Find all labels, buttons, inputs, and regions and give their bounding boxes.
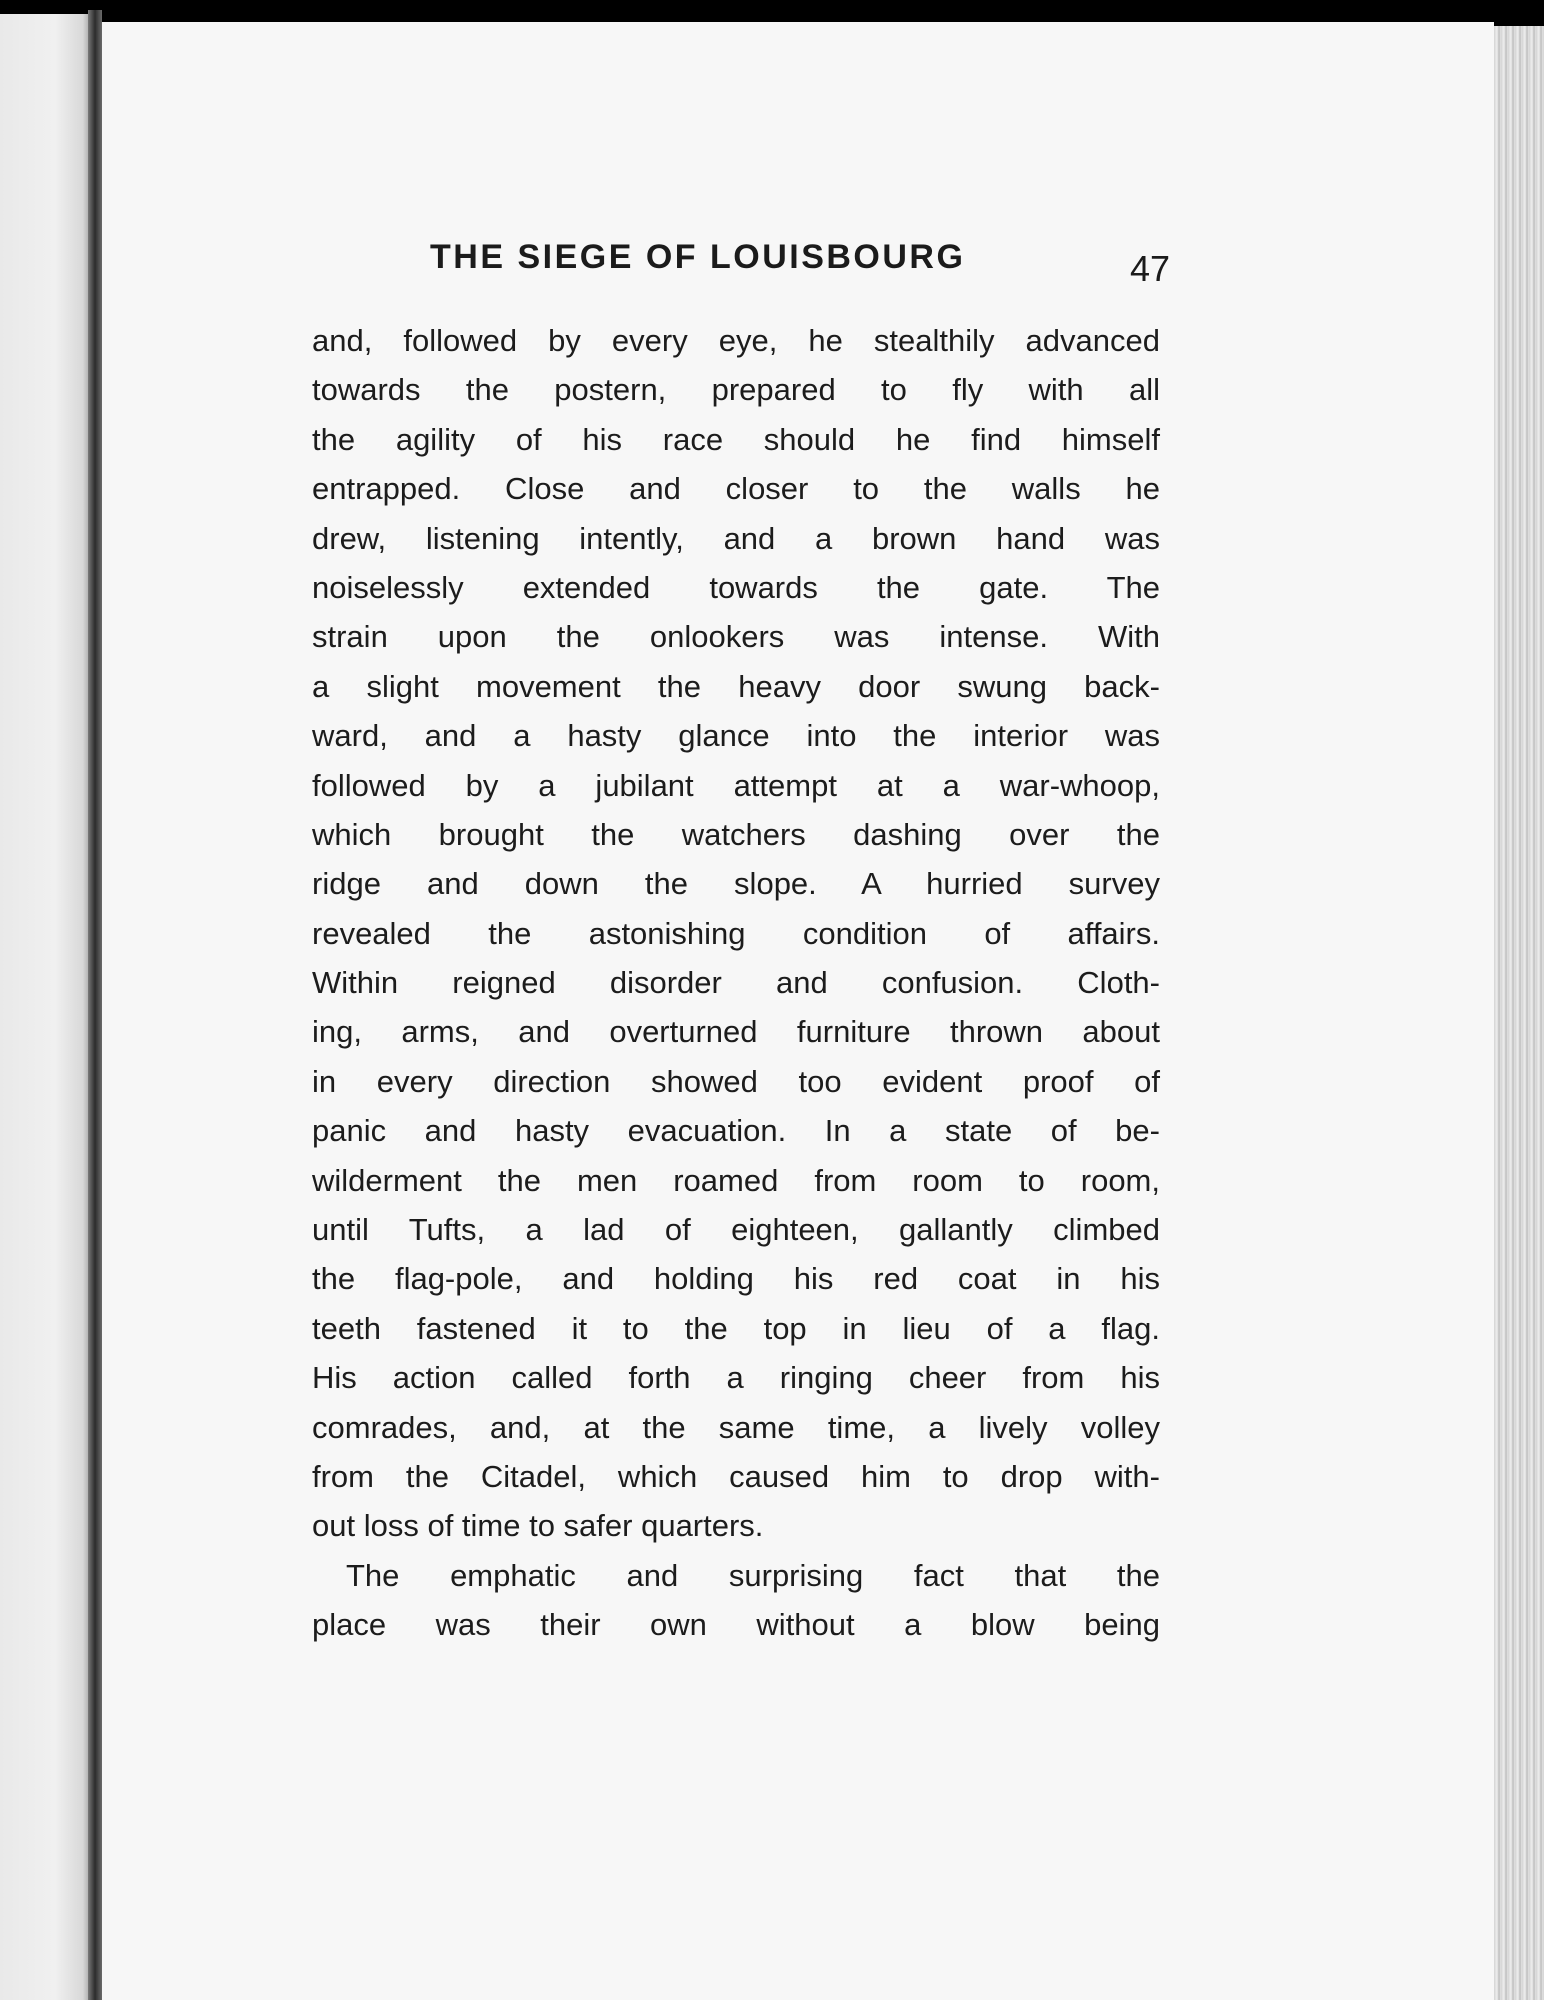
text-line: panic and hasty evacuation. In a state of be- — [312, 1113, 1160, 1149]
text-line: Within reigned disorder and confusion. Cloth- — [312, 965, 1160, 1001]
text-line: towards the postern, prepared to fly with all — [312, 372, 1160, 408]
text-line: noiselessly extended towards the gate. The — [312, 569, 1160, 605]
paragraph-2 — [312, 1551, 1160, 1650]
text-line: the agility of his race should he find himself — [312, 421, 1160, 457]
text-line: teeth fastened it to the top in lieu of a flag. — [312, 1310, 1160, 1346]
book-gutter — [88, 10, 102, 2000]
text-line: revealed the astonishing condition of affairs. — [312, 915, 1160, 951]
paragraph-1 — [312, 316, 1160, 1551]
text-line: His action called forth a ringing cheer from his — [312, 1360, 1160, 1396]
text-line: ridge and down the slope. A hurried survey — [312, 866, 1160, 902]
text-line: out loss of time to safer quarters. — [312, 1508, 764, 1544]
page-number: 47 — [1129, 248, 1170, 289]
text-line: from the Citadel, which caused him to drop with- — [312, 1458, 1160, 1494]
body-text — [312, 316, 1160, 1650]
text-line: until Tufts, a lad of eighteen, gallantly climbed — [312, 1212, 1160, 1248]
text-line: entrapped. Close and closer to the walls he — [312, 471, 1160, 507]
page-edges — [1494, 26, 1544, 2000]
text-line: and, followed by every eye, he stealthily advanced — [312, 323, 1160, 358]
text-line: comrades, and, at the same time, a lively volley — [312, 1409, 1160, 1445]
text-line: followed by a jubilant attempt at a war-whoop, — [312, 767, 1160, 803]
text-line: the flag-pole, and holding his red coat in his — [312, 1261, 1160, 1297]
text-line: The emphatic and surprising fact that the — [346, 1557, 1160, 1593]
text-line: ward, and a hasty glance into the interior was — [312, 718, 1160, 754]
text-line: ing, arms, and overturned furniture thrown about — [312, 1014, 1160, 1050]
text-line: in every direction showed too evident proof of — [312, 1063, 1160, 1099]
running-head — [430, 238, 1170, 298]
text-line: a slight movement the heavy door swung back- — [312, 668, 1160, 704]
running-head-title: THE SIEGE OF LOUISBOURG — [430, 238, 966, 276]
text-line: wilderment the men roamed from room to room, — [312, 1162, 1160, 1198]
text-line: place was their own without a blow being — [312, 1607, 1160, 1643]
text-line: which brought the watchers dashing over the — [312, 816, 1160, 852]
text-line: strain upon the onlookers was intense. With — [312, 619, 1160, 655]
text-line: drew, listening intently, and a brown hand was — [312, 520, 1160, 556]
facing-page-edge — [0, 14, 92, 2000]
